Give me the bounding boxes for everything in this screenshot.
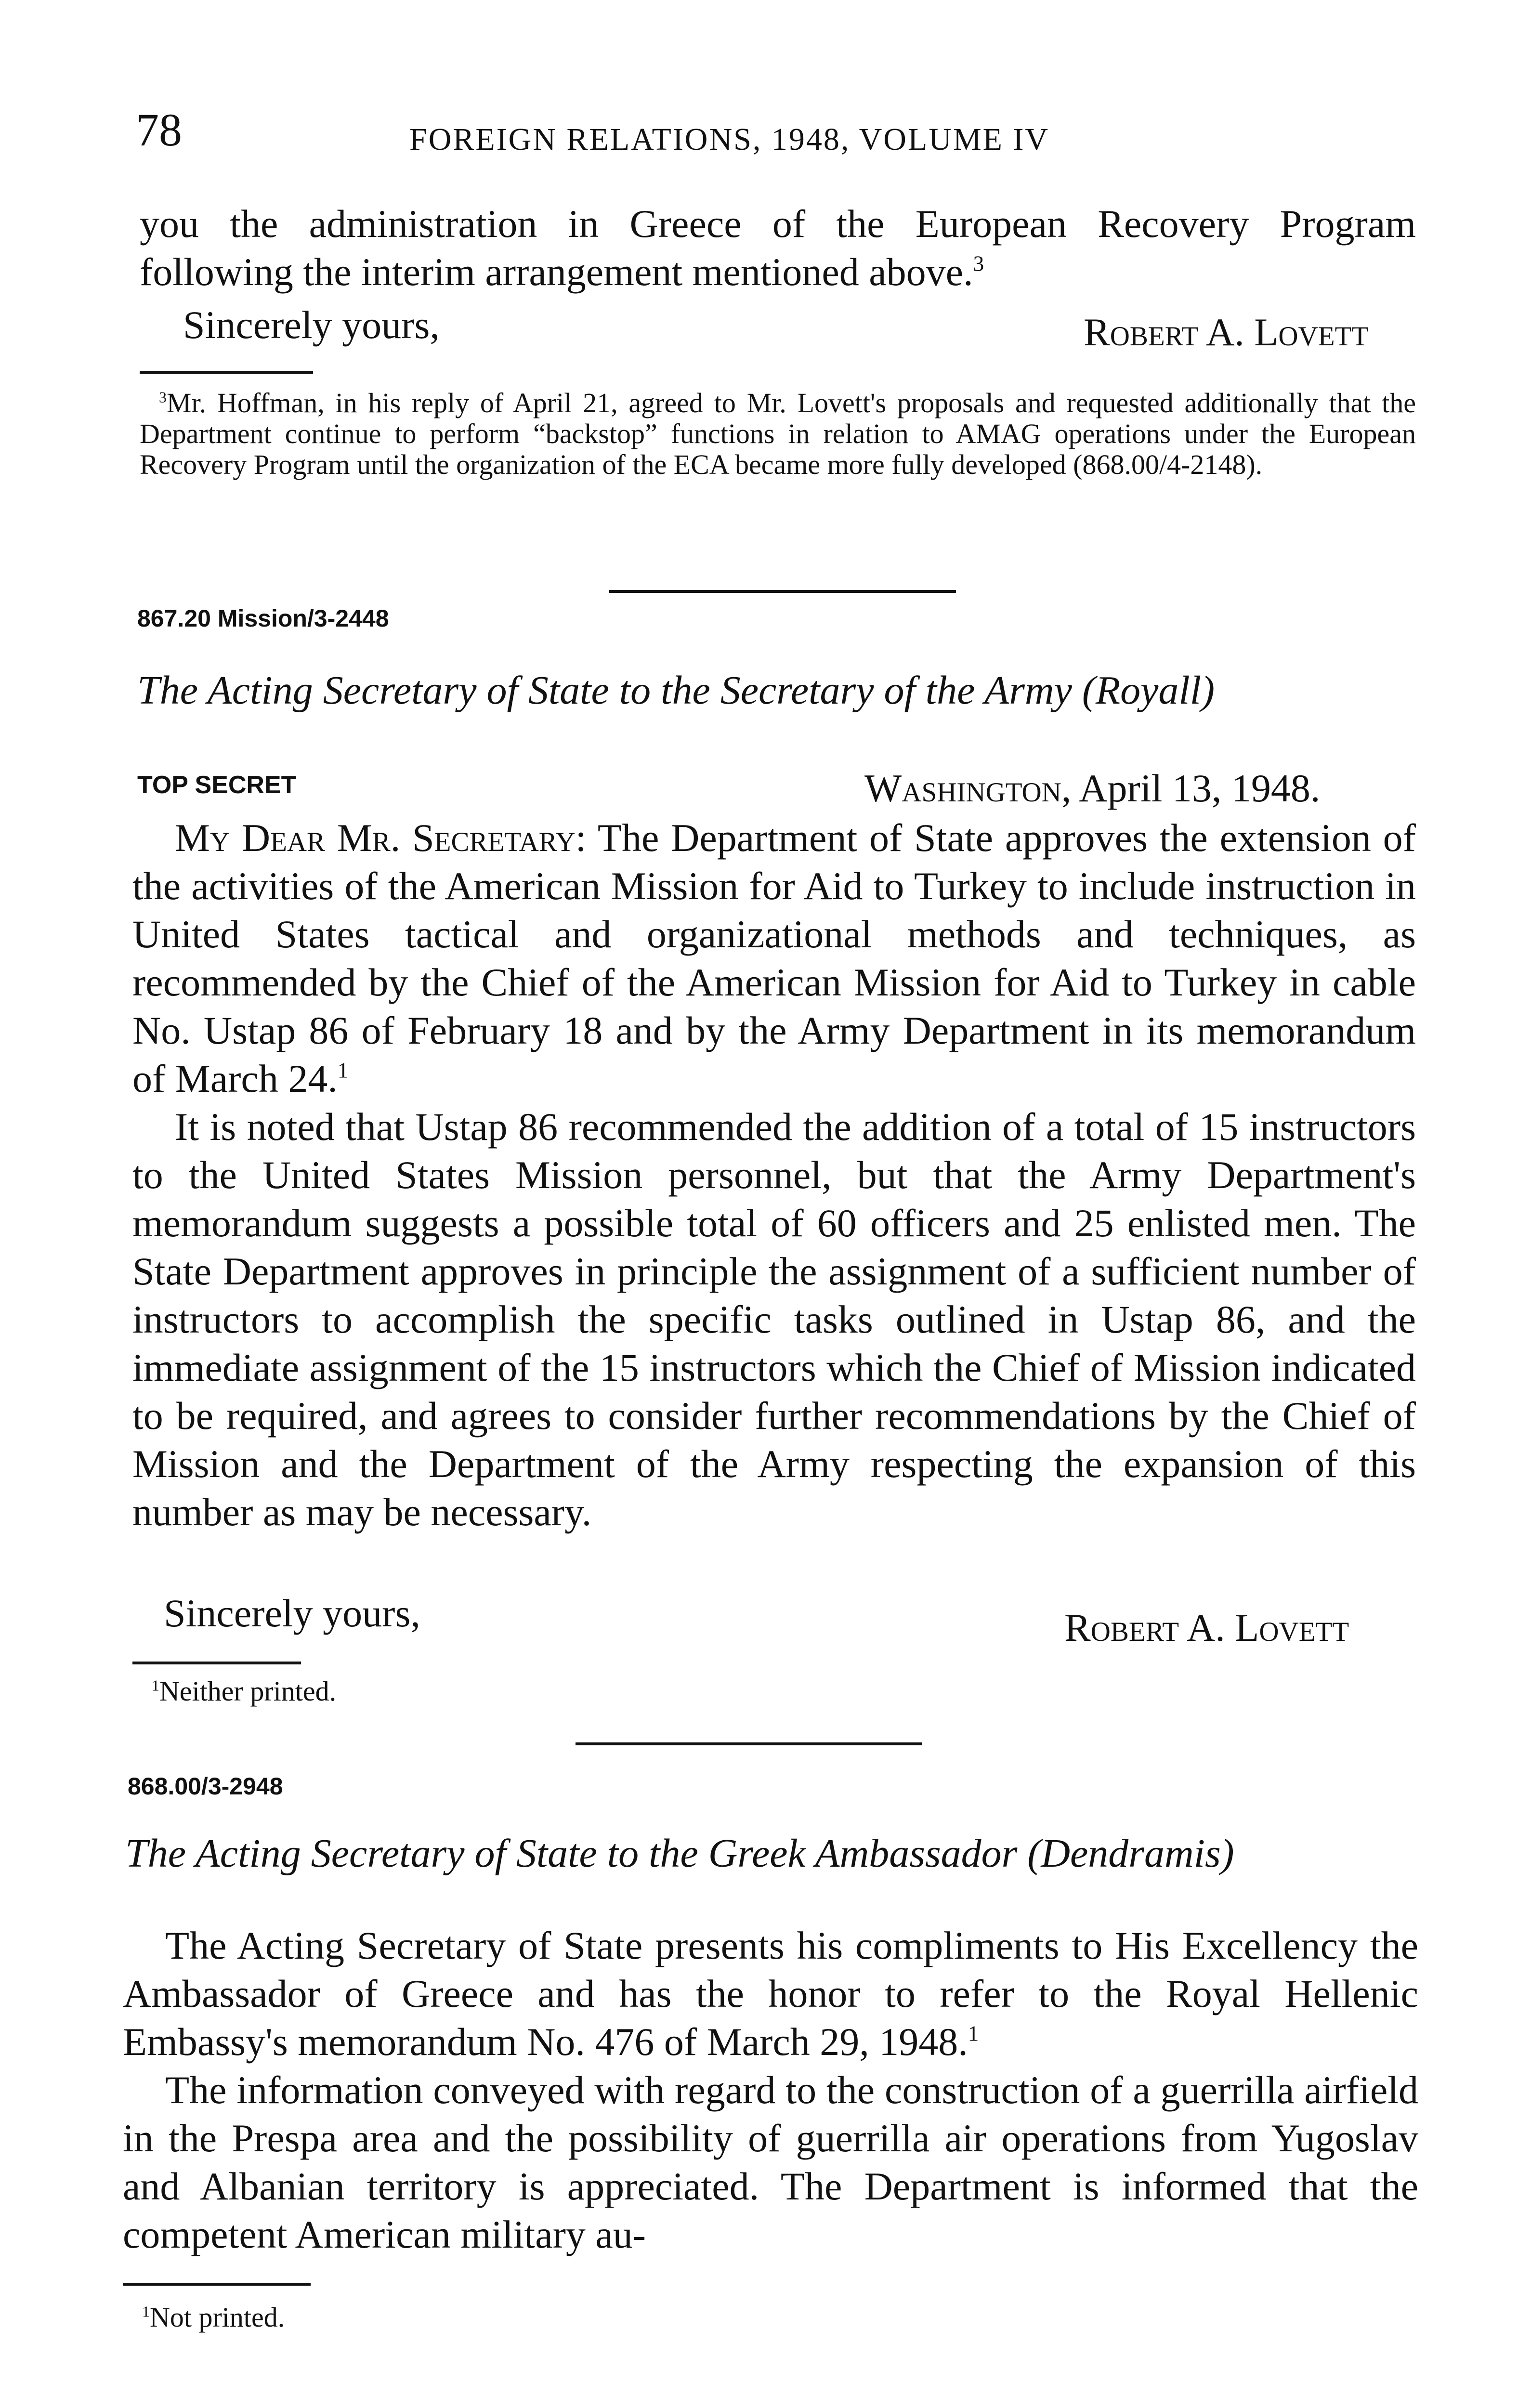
doc1-classification: TOP SECRET xyxy=(137,771,297,799)
doc1-footnote-marker: 1 xyxy=(152,1677,159,1694)
doc2-para1 xyxy=(123,1922,1418,2066)
doc1-place: Washington, xyxy=(864,766,1072,810)
footnote-3-text: Mr. Hoffman, in his reply of April 21, agreed to Mr. Lovett's proposals and requested additionally that the Department continue to perform “backstop” functions in relation to AMAG operations under the European Recovery Program until the organization of the ECA became more fully developed (868.00/4-2148). xyxy=(140,387,1416,480)
prev-letter-closing: Sincerely yours, xyxy=(183,303,440,347)
prev-letter-signature: Robert A. Lovett xyxy=(1084,310,1369,354)
doc1-closing: Sincerely yours, xyxy=(164,1591,420,1635)
doc1-para1-text: The Department of State approves the extension of the activities of the American Mission for Aid to Turkey to include instruction in United States tactical and organizational methods and techniques, as recommended by the Chief of the American Mission for Aid to Turkey in cable No. Ustap 86 of February 18 and by the Army Department in its memorandum of March 24. xyxy=(132,816,1416,1100)
prev-letter-line1: you the administration in Greece of the European Recovery Program xyxy=(140,202,1416,246)
running-title: FOREIGN RELATIONS, 1948, VOLUME IV xyxy=(409,122,1050,157)
doc1-dateline xyxy=(864,766,1320,811)
doc1-title: The Acting Secretary of State to the Secretary of the Army (Royall) xyxy=(137,668,1215,713)
prev-letter-text xyxy=(140,200,1416,296)
doc2-footnote xyxy=(123,2302,285,2333)
doc2-title: The Acting Secretary of State to the Greek Ambassador (Dendramis) xyxy=(125,1831,1234,1876)
doc1-footnote-text: Neither printed. xyxy=(159,1675,337,1707)
doc1-signature: Robert A. Lovett xyxy=(1064,1606,1349,1649)
footnote-rule-3 xyxy=(123,2283,311,2286)
doc2-footnote-marker: 1 xyxy=(142,2303,150,2320)
doc1-file-number: 867.20 Mission/3-2448 xyxy=(137,605,389,632)
doc1-para2: It is noted that Ustap 86 recommended the addition of a total of 15 instructors to the United States Mission personnel, but that the Army Department's memorandum suggests a possible total of 60 officers and 25 enlisted men. The State Department approves in principle the assignment of a sufficient number of instructors to accomplish the specific tasks outlined in Ustap 86, and the immediate assignment of the 15 instructors which the Chief of Mission indicated to be required, and agrees to consider further recommendations by the Chief of Mission and the Department of the Army respecting the expansion of this number as may be necessary. xyxy=(132,1105,1416,1534)
section-separator-2 xyxy=(576,1742,922,1745)
doc1-footnote-ref: 1 xyxy=(337,1058,349,1083)
doc1-salutation: My Dear Mr. Secretary: xyxy=(175,816,587,860)
section-separator-1 xyxy=(609,590,956,593)
doc1-date: April 13, 1948. xyxy=(1079,766,1321,810)
doc1-body xyxy=(132,814,1416,1536)
footnote-rule-1 xyxy=(140,371,313,374)
doc1-footnote xyxy=(132,1676,336,1707)
footnote-rule-2 xyxy=(132,1662,301,1664)
prev-letter-line2 xyxy=(140,248,1416,296)
prev-letter-line2-text: following the interim arrangement mentioned above. xyxy=(140,250,973,294)
doc2-para1-text: The Acting Secretary of State presents his compliments to His Excellency the Ambassador of Greece and has the honor to refer to the Royal Hellenic Embassy's memorandum No. 476 of March 29, 1948. xyxy=(123,1924,1418,2064)
doc2-footnote-text: Not printed. xyxy=(149,2302,285,2333)
doc1-para1 xyxy=(132,814,1416,1103)
footnote-ref-3: 3 xyxy=(973,251,984,276)
doc2-body xyxy=(123,1922,1418,2259)
doc2-footnote-ref: 1 xyxy=(968,2021,979,2046)
doc2-para2: The information conveyed with regard to the construction of a guerrilla airfield in the Prespa area and the possibility of guerrilla air operations from Yugoslav and Albanian territory is appreciated. The Department is informed that the competent American military au- xyxy=(123,2068,1418,2256)
footnote-3 xyxy=(140,388,1416,480)
doc2-file-number: 868.00/3-2948 xyxy=(128,1773,283,1800)
footnote-3-marker: 3 xyxy=(159,389,167,406)
page-number: 78 xyxy=(136,104,182,156)
